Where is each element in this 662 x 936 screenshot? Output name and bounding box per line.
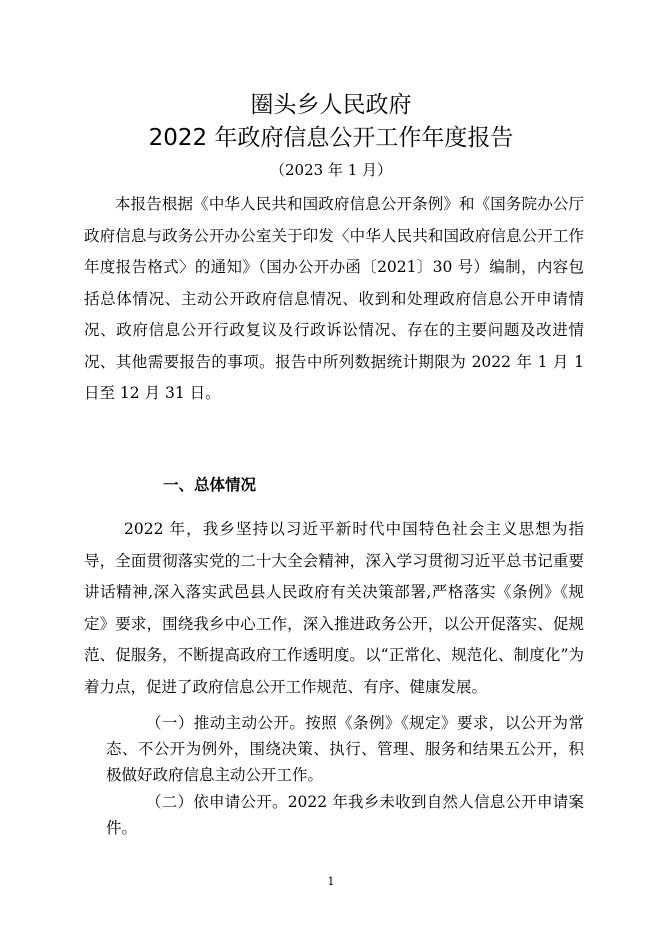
document-title-line-1: 圈头乡人民政府	[250, 92, 412, 118]
intro-paragraph: 本报告根据《中华人民共和国政府信息公开条例》和《国务院办公厅政府信息与政务公开办公室关于印发〈中华人民共和国政府信息公开工作年度报告格式〉的通知》（国办公开办函〔2021〕30 号）编制，内容包括总体情况、主动公开政府信息情况、收到和处理政府信息公开申请情况、政府信息公开行政复议及行政诉讼情况、存在的主要问题及改进情况、其他需要报告的事项。报告中所列数据统计期限为 2022 年 1 月 1 日至 12 月 31 日。	[84, 195, 584, 402]
subsection-1-paragraph: （一）推动主动公开。按照《条例》《规定》要求，以公开为常态、不公开为例外，围绕决策、执行、管理、服务和结果五公开，积极做好政府信息主动公开工作。	[106, 714, 584, 784]
page-number: 1	[327, 875, 335, 888]
subsection-2-paragraph: （二）依申请公开。2022 年我乡未收到自然人信息公开申请案件。	[106, 793, 584, 837]
section-1-heading: 一、总体情况	[163, 476, 257, 494]
section-1-paragraph: 2022 年，我乡坚持以习近平新时代中国特色社会主义思想为指导，全面贯彻落实党的二十大全会精神，深入学习贯彻习近平总书记重要讲话精神,深入落实武邑县人民政府有关决策部署,严格落实《条例》《规定》要求，围绕我乡中心工作，深入推进政务公开，以公开促落实、促规范、促服务，不断提高政府工作透明度。以“正常化、规范化、制度化”为着力点，促进了政府信息公开工作规范、有序、健康发展。	[84, 520, 584, 696]
document-title-line-2: 2022 年政府信息公开工作年度报告	[148, 125, 514, 151]
document-date: （2023 年 1 月）	[269, 161, 393, 179]
